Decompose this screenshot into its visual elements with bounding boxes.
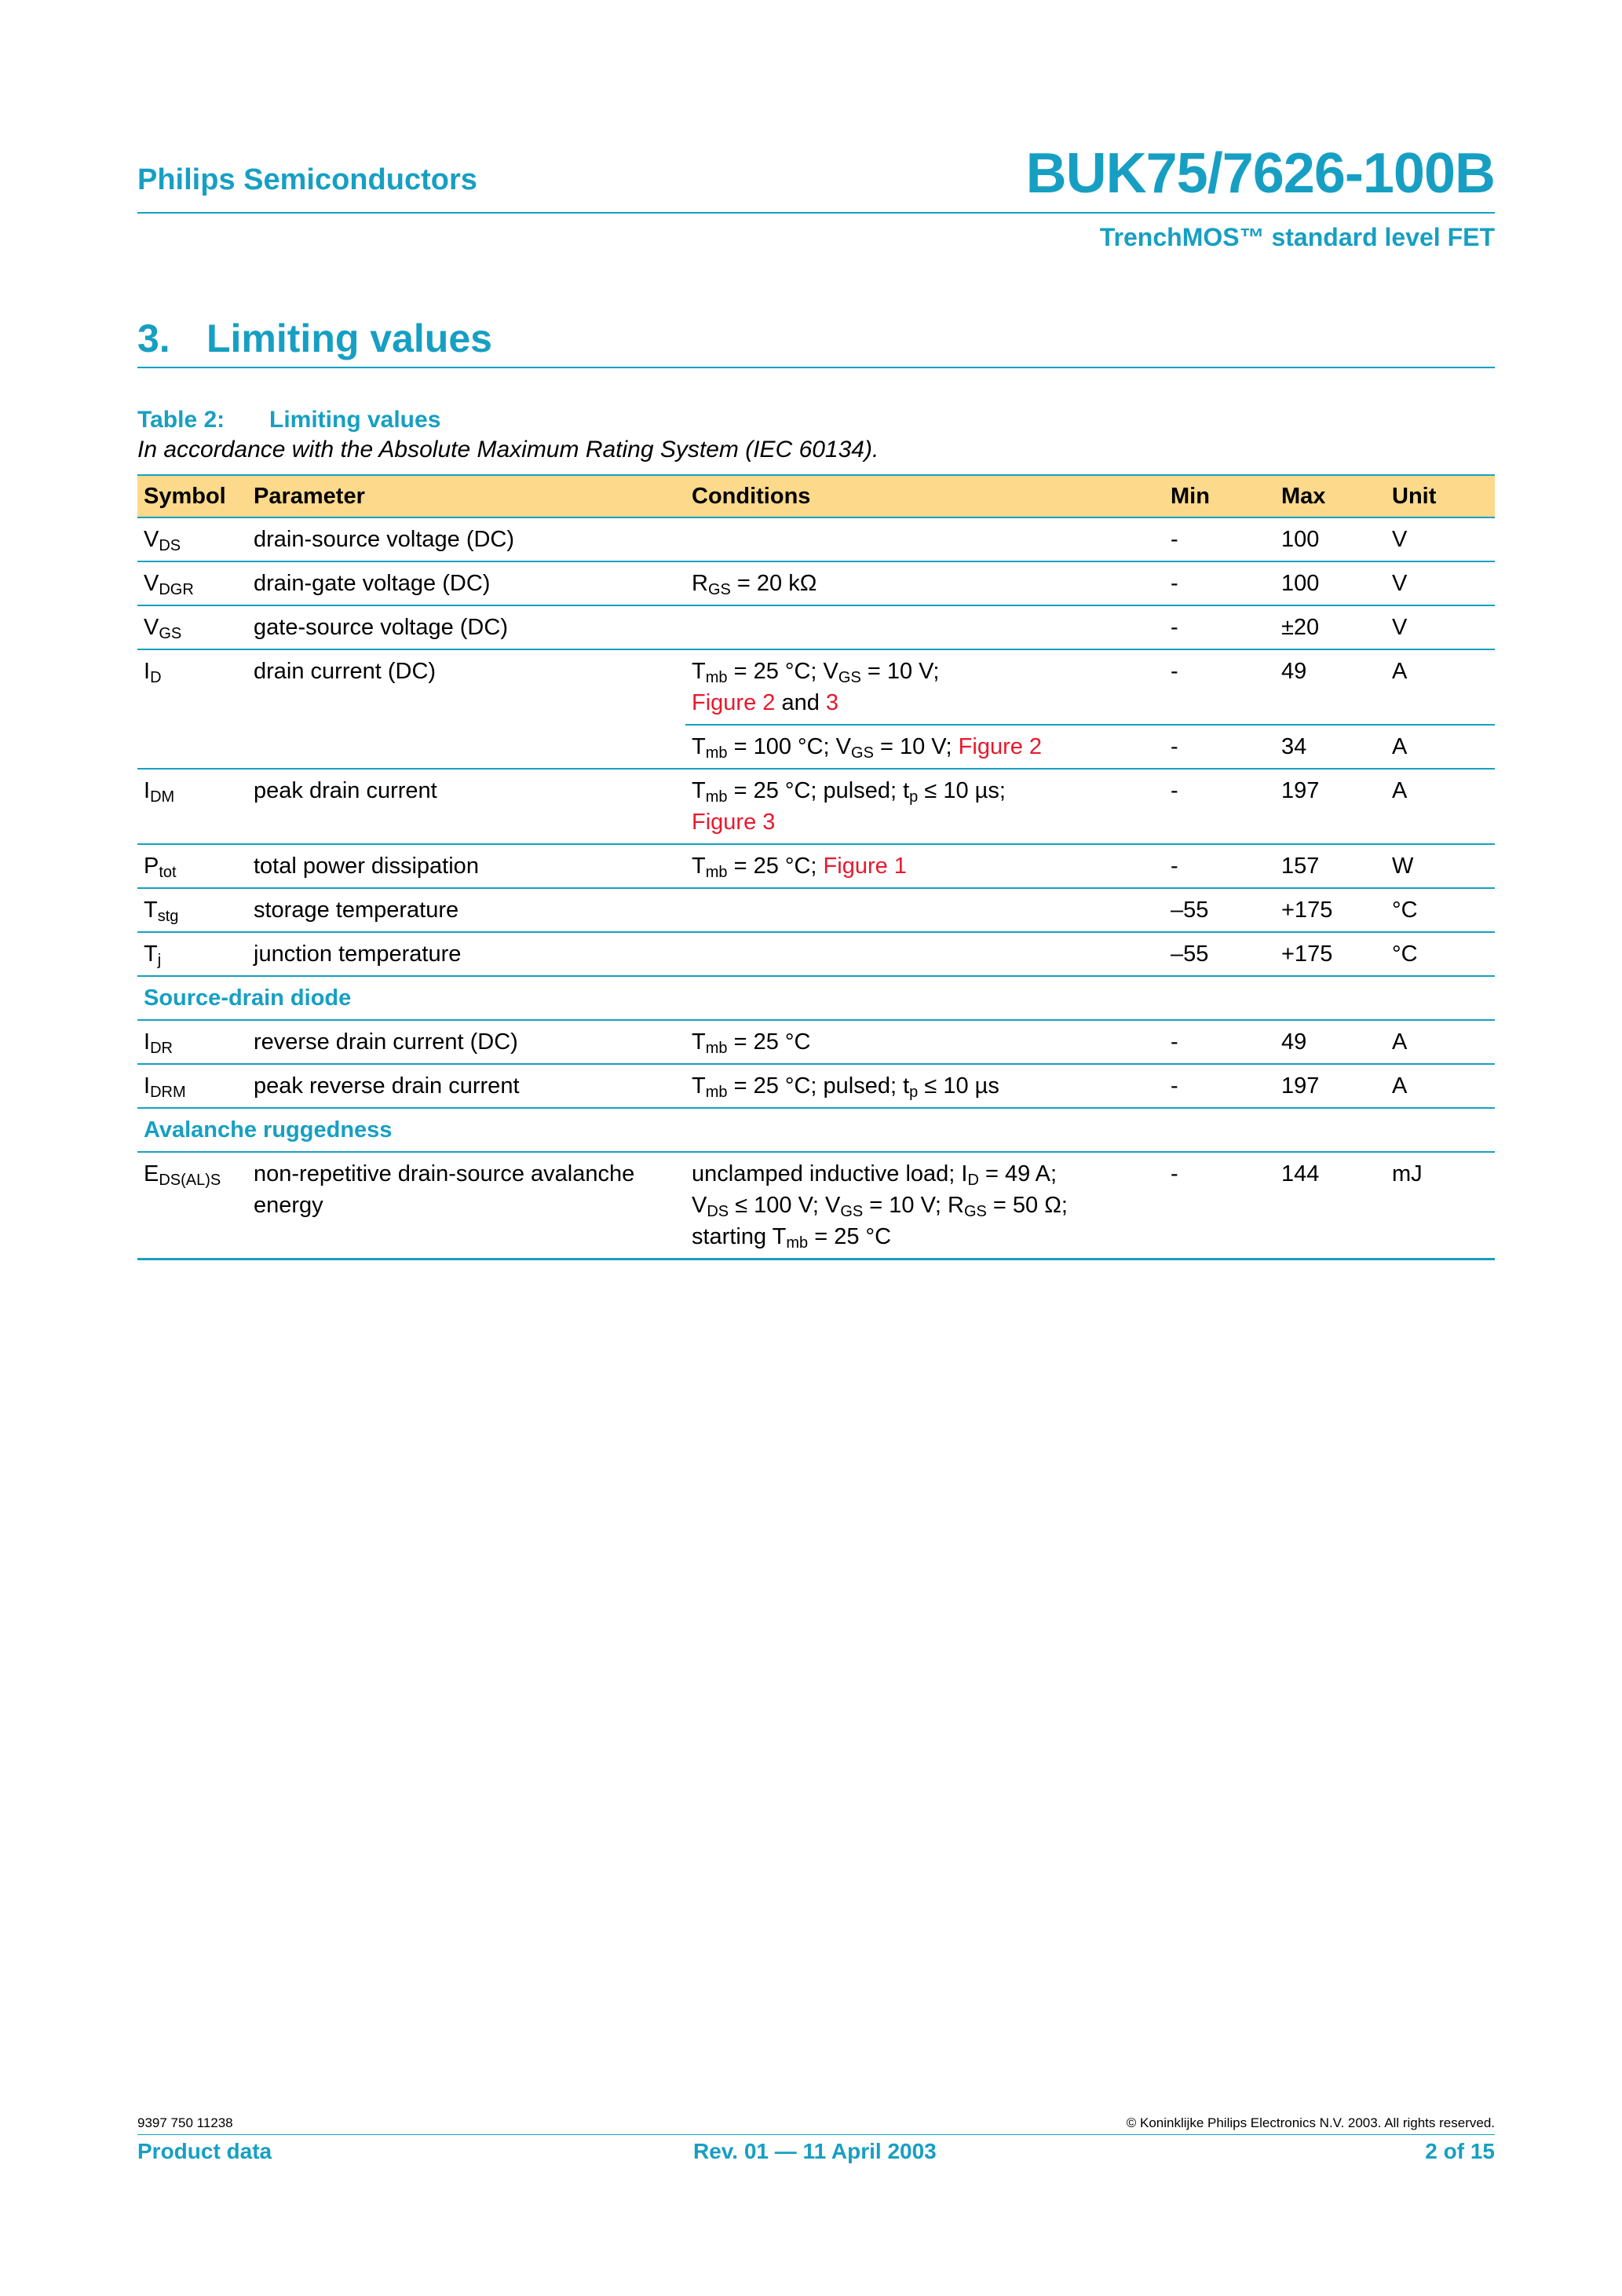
symbol-cell <box>137 1064 247 1108</box>
min-cell <box>1164 517 1275 561</box>
condition-text: ≤ 100 V; V <box>729 1193 841 1218</box>
symbol-cell <box>137 932 247 976</box>
unit-value: A <box>1392 1073 1408 1099</box>
parameter-line: energy <box>254 1193 323 1218</box>
parameter-cell <box>247 888 685 932</box>
subscript: mb <box>705 864 728 881</box>
unit-value: A <box>1392 778 1408 803</box>
header-rule <box>137 212 1495 214</box>
min-value: - <box>1171 1029 1178 1055</box>
subscript: p <box>909 1084 919 1101</box>
symbol-text: P <box>144 854 159 879</box>
footer-status: Product data <box>137 2139 272 2163</box>
max-cell <box>1275 1152 1386 1260</box>
conditions-cell <box>685 1020 1164 1064</box>
subscript: GS <box>840 1203 864 1220</box>
col-conditions: Conditions <box>685 475 1164 517</box>
figure-link[interactable]: 3 <box>825 690 839 715</box>
subscript: mb <box>705 1040 728 1057</box>
subscript: mb <box>705 788 728 806</box>
condition-line <box>692 806 1158 838</box>
symbol-cell <box>137 649 247 725</box>
group-row <box>137 976 1495 1020</box>
brand-name: Philips Semiconductors <box>137 163 477 196</box>
unit-value: A <box>1392 734 1408 759</box>
section-heading <box>137 316 492 361</box>
condition-line <box>692 568 1158 599</box>
symbol-subscript: DS <box>159 537 181 554</box>
min-value: - <box>1171 734 1178 759</box>
condition-line <box>692 1070 1158 1102</box>
condition-text: = 100 °C; V <box>727 734 852 759</box>
symbol-text: T <box>144 898 158 923</box>
subscript: GS <box>963 1203 987 1220</box>
symbol-text: I <box>144 1073 151 1099</box>
condition-line <box>692 1158 1158 1190</box>
unit-cell <box>1386 1064 1495 1108</box>
conditions-cell <box>685 561 1164 605</box>
unit-cell <box>1386 517 1495 561</box>
condition-text: = 25 °C; pulsed; t <box>727 778 910 803</box>
parameter-cell <box>247 1020 685 1064</box>
parameter-text: drain-gate voltage (DC) <box>254 571 491 596</box>
col-min: Min <box>1164 475 1275 517</box>
symbol-cell <box>137 725 247 769</box>
condition-text: = 50 Ω; <box>986 1193 1068 1218</box>
figure-link[interactable]: Figure 1 <box>823 854 907 879</box>
footer-revision: Rev. 01 — 11 April 2003 <box>693 2139 937 2163</box>
min-value: - <box>1171 571 1178 596</box>
unit-cell <box>1386 769 1495 844</box>
parameter-cell <box>247 932 685 976</box>
min-value: –55 <box>1171 941 1209 967</box>
symbol-subscript: DR <box>150 1040 173 1057</box>
unit-cell <box>1386 649 1495 725</box>
parameter-cell <box>247 649 685 725</box>
subscript: GS <box>707 581 731 598</box>
unit-value: V <box>1392 571 1408 596</box>
table-title: Limiting values <box>269 407 441 433</box>
condition-text: R <box>692 571 708 596</box>
symbol-text: V <box>144 571 159 596</box>
condition-text: ≤ 10 µs <box>918 1073 999 1099</box>
col-max: Max <box>1275 475 1386 517</box>
condition-text: = 25 °C; <box>727 854 824 879</box>
max-cell <box>1275 769 1386 844</box>
parameter-cell <box>247 844 685 888</box>
subscript: mb <box>705 669 728 686</box>
max-value: 49 <box>1281 659 1307 684</box>
symbol-text: V <box>144 527 159 552</box>
copyright: © Koninklijke Philips Electronics N.V. 2003. All rights reserved. <box>1126 2115 1495 2130</box>
symbol-subscript: j <box>157 952 162 969</box>
min-value: - <box>1171 1073 1178 1099</box>
subscript: GS <box>851 744 874 762</box>
min-value: –55 <box>1171 898 1209 923</box>
subscript: mb <box>705 744 728 762</box>
conditions-cell <box>685 932 1164 976</box>
subscript: p <box>909 788 919 806</box>
condition-line <box>692 775 1158 806</box>
table-row <box>137 932 1495 976</box>
unit-value: °C <box>1392 898 1418 923</box>
condition-line <box>692 1190 1158 1221</box>
max-cell <box>1275 649 1386 725</box>
parameter-line: non-repetitive drain-source avalanche <box>254 1161 635 1186</box>
max-value: 197 <box>1281 778 1320 803</box>
subscript: D <box>967 1172 979 1189</box>
table-row <box>137 649 1495 725</box>
condition-text: = 10 V; <box>860 659 940 684</box>
symbol-text: V <box>144 615 159 640</box>
condition-text: V <box>692 1193 707 1218</box>
min-cell <box>1164 932 1275 976</box>
symbol-cell <box>137 561 247 605</box>
unit-value: V <box>1392 527 1408 552</box>
col-symbol: Symbol <box>137 475 247 517</box>
min-value: - <box>1171 527 1178 552</box>
symbol-text: I <box>144 1029 151 1055</box>
group-cell <box>137 1108 1495 1152</box>
parameter-text: peak reverse drain current <box>254 1073 520 1099</box>
parameter-text: reverse drain current (DC) <box>254 1029 518 1055</box>
symbol-subscript: DM <box>150 788 175 806</box>
condition-text: T <box>692 1029 706 1055</box>
symbol-cell <box>137 769 247 844</box>
parameter-cell <box>247 561 685 605</box>
condition-text: T <box>692 854 706 879</box>
parameter-text: peak drain current <box>254 778 437 803</box>
limiting-values-table <box>137 474 1495 1260</box>
symbol-text: I <box>144 659 151 684</box>
parameter-text: storage temperature <box>254 898 459 923</box>
symbol-cell <box>137 888 247 932</box>
table-row <box>137 517 1495 561</box>
condition-text: = 10 V; R <box>863 1193 964 1218</box>
max-value: 157 <box>1281 854 1320 879</box>
min-cell <box>1164 1152 1275 1260</box>
parameter-cell <box>247 605 685 649</box>
condition-line <box>692 687 1158 718</box>
symbol-subscript: GS <box>159 625 182 642</box>
max-value: 144 <box>1281 1161 1320 1186</box>
symbol-text: I <box>144 778 151 803</box>
symbol-cell <box>137 605 247 649</box>
condition-text: unclamped inductive load; I <box>692 1161 968 1186</box>
max-cell <box>1275 888 1386 932</box>
condition-text: = 49 A; <box>978 1161 1058 1186</box>
part-number: BUK75/7626-100B <box>1025 142 1495 205</box>
document-subtitle: TrenchMOS™ standard level FET <box>1099 223 1495 251</box>
unit-cell <box>1386 561 1495 605</box>
condition-text: = 25 °C <box>727 1029 811 1055</box>
parameter-text: junction temperature <box>254 941 462 967</box>
unit-value: A <box>1392 1029 1408 1055</box>
condition-text: = 25 °C <box>808 1224 892 1249</box>
table-row <box>137 888 1495 932</box>
min-cell <box>1164 888 1275 932</box>
section-rule <box>137 367 1495 368</box>
table-note: In accordance with the Absolute Maximum Rating System (IEC 60134). <box>137 437 879 462</box>
unit-cell <box>1386 1152 1495 1260</box>
symbol-subscript: D <box>150 669 162 686</box>
conditions-cell <box>685 1152 1164 1260</box>
unit-cell <box>1386 844 1495 888</box>
parameter-text: total power dissipation <box>254 854 479 879</box>
group-label: Avalanche ruggedness <box>144 1117 393 1143</box>
condition-text: starting T <box>692 1224 787 1249</box>
table-row <box>137 1064 1495 1108</box>
unit-cell <box>1386 888 1495 932</box>
unit-cell <box>1386 932 1495 976</box>
unit-cell <box>1386 725 1495 769</box>
symbol-subscript: stg <box>157 908 179 925</box>
min-cell <box>1164 605 1275 649</box>
table-row <box>137 1020 1495 1064</box>
unit-cell <box>1386 1020 1495 1064</box>
section-number: 3. <box>137 316 170 360</box>
min-cell <box>1164 769 1275 844</box>
unit-value: A <box>1392 659 1408 684</box>
symbol-subscript: DRM <box>150 1084 186 1101</box>
table-label: Table 2: <box>137 407 225 433</box>
conditions-cell <box>685 844 1164 888</box>
max-value: +175 <box>1281 941 1333 967</box>
condition-line <box>692 850 1158 882</box>
subscript: mb <box>786 1234 809 1252</box>
figure-link[interactable]: Figure 3 <box>692 810 776 835</box>
parameter-cell <box>247 769 685 844</box>
symbol-cell <box>137 517 247 561</box>
group-cell <box>137 976 1495 1020</box>
max-cell <box>1275 517 1386 561</box>
col-parameter: Parameter <box>247 475 685 517</box>
symbol-cell <box>137 1152 247 1260</box>
parameter-text: gate-source voltage (DC) <box>254 615 508 640</box>
condition-text: T <box>692 659 706 684</box>
table-row <box>137 1152 1495 1260</box>
conditions-cell <box>685 605 1164 649</box>
condition-line <box>692 731 1158 762</box>
group-label: Source-drain diode <box>144 985 352 1011</box>
table-row <box>137 725 1495 769</box>
condition-text: ≤ 10 µs; <box>918 778 1006 803</box>
max-value: 49 <box>1281 1029 1307 1055</box>
max-value: ±20 <box>1281 615 1320 640</box>
max-cell <box>1275 605 1386 649</box>
table-row <box>137 769 1495 844</box>
min-value: - <box>1171 1161 1178 1186</box>
min-cell <box>1164 725 1275 769</box>
footer-rule <box>137 2134 1495 2135</box>
conditions-cell <box>685 517 1164 561</box>
unit-value: °C <box>1392 941 1418 967</box>
min-value: - <box>1171 854 1178 879</box>
condition-line <box>692 656 1158 687</box>
max-value: 197 <box>1281 1073 1320 1099</box>
condition-line <box>692 1026 1158 1058</box>
conditions-cell <box>685 769 1164 844</box>
condition-text: T <box>692 734 706 759</box>
condition-text: and <box>775 690 826 715</box>
conditions-cell <box>685 725 1164 769</box>
max-cell <box>1275 1064 1386 1108</box>
unit-value: mJ <box>1392 1161 1423 1186</box>
figure-link[interactable]: Figure 2 <box>692 690 776 715</box>
condition-text: = 25 °C; V <box>727 659 838 684</box>
table-row <box>137 844 1495 888</box>
max-value: +175 <box>1281 898 1333 923</box>
max-cell <box>1275 561 1386 605</box>
conditions-cell <box>685 649 1164 725</box>
unit-cell <box>1386 605 1495 649</box>
min-cell <box>1164 649 1275 725</box>
table-row <box>137 605 1495 649</box>
parameter-cell <box>247 725 685 769</box>
unit-value: V <box>1392 615 1408 640</box>
conditions-cell <box>685 1064 1164 1108</box>
parameter-text: drain current (DC) <box>254 659 437 684</box>
condition-text: = 25 °C; pulsed; t <box>727 1073 910 1099</box>
min-value: - <box>1171 659 1178 684</box>
symbol-subscript: DS(AL)S <box>159 1172 221 1189</box>
min-cell <box>1164 1064 1275 1108</box>
symbol-subscript: tot <box>159 864 177 881</box>
document-code: 9397 750 11238 <box>137 2115 233 2130</box>
min-cell <box>1164 561 1275 605</box>
max-cell <box>1275 1020 1386 1064</box>
parameter-cell <box>247 1152 685 1260</box>
max-cell <box>1275 844 1386 888</box>
group-row <box>137 1108 1495 1152</box>
condition-text: = 20 kΩ <box>730 571 817 596</box>
parameter-cell <box>247 1064 685 1108</box>
symbol-subscript: DGR <box>159 581 194 598</box>
parameter-cell <box>247 517 685 561</box>
symbol-cell <box>137 1020 247 1064</box>
max-value: 34 <box>1281 734 1307 759</box>
symbol-text: E <box>144 1161 159 1186</box>
section-title: Limiting values <box>206 316 492 360</box>
table-body <box>137 517 1495 1260</box>
figure-link[interactable]: Figure 2 <box>958 734 1043 759</box>
table-row <box>137 561 1495 605</box>
max-value: 100 <box>1281 571 1320 596</box>
table-header-row <box>137 475 1495 517</box>
max-cell <box>1275 932 1386 976</box>
subscript: DS <box>707 1203 729 1220</box>
min-value: - <box>1171 778 1178 803</box>
col-unit: Unit <box>1386 475 1495 517</box>
min-cell <box>1164 844 1275 888</box>
footer-page: 2 of 15 <box>1425 2139 1495 2163</box>
subscript: GS <box>838 669 861 686</box>
subscript: mb <box>705 1084 728 1101</box>
conditions-cell <box>685 888 1164 932</box>
table-caption <box>137 407 440 433</box>
max-value: 100 <box>1281 527 1320 552</box>
condition-text: = 10 V; <box>873 734 959 759</box>
condition-text: T <box>692 778 706 803</box>
max-cell <box>1275 725 1386 769</box>
min-cell <box>1164 1020 1275 1064</box>
symbol-cell <box>137 844 247 888</box>
unit-value: W <box>1392 854 1414 879</box>
parameter-text: drain-source voltage (DC) <box>254 527 515 552</box>
condition-line <box>692 1221 1158 1252</box>
symbol-text: T <box>144 941 158 967</box>
min-value: - <box>1171 615 1178 640</box>
condition-text: T <box>692 1073 706 1099</box>
